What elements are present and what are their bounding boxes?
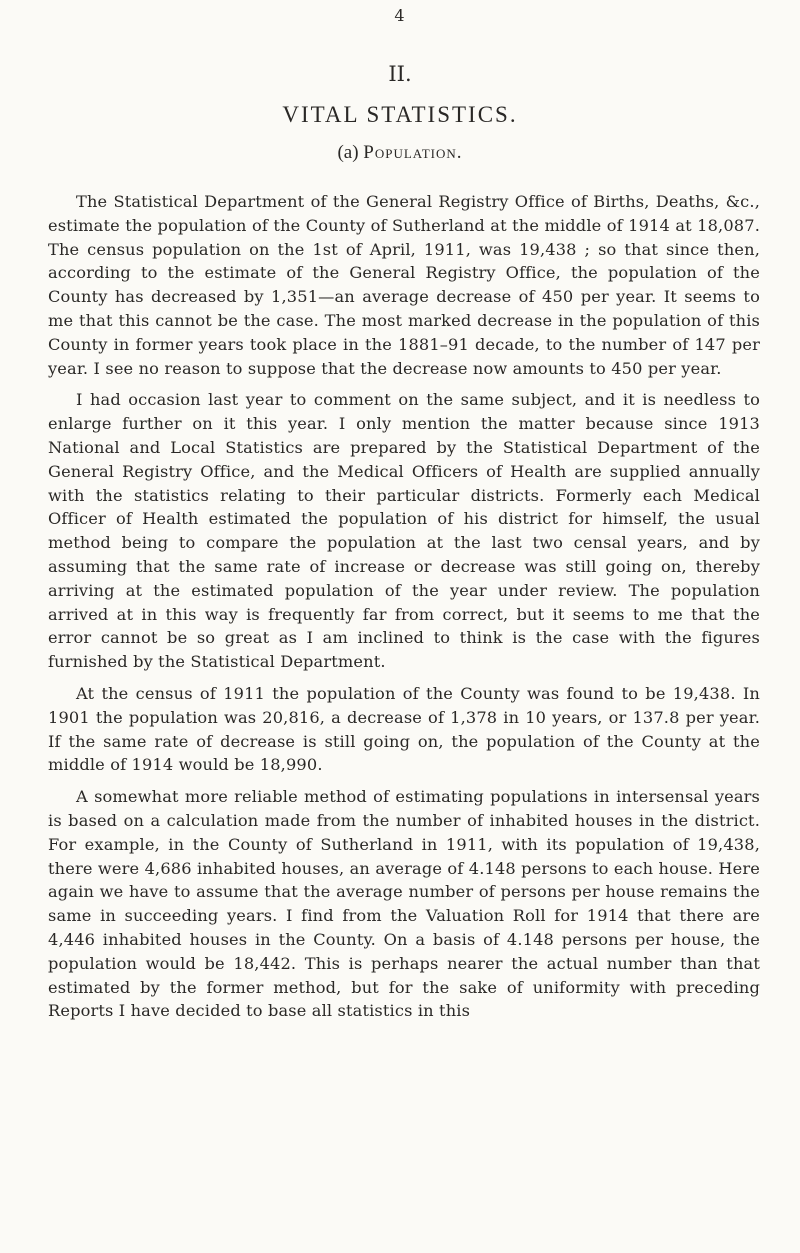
body-text: [48, 190, 760, 1031]
section-number: II.: [388, 62, 412, 86]
subsection-heading: [0, 142, 800, 164]
paragraph-inhabited-houses: A somewhat more reliable method of estimating populations in intersensal years is based on a calculation made from the number of inhabited houses in the district. For example, in the County of Sutherland in 1911, with its population of 19,438, there were 4,686 inhabited houses, an average of 4.148 persons to each house. Here again we have to assume that the average number of persons per house remains the same in succeeding years. I find from the Valuation Roll for 1914 that there are 4,446 inhabited houses in the County. On a basis of 4.148 persons per house, the population would be 18,442. This is perhaps nearer the actual number than that estimated by the former method, but for the sake of uniformity with preceding Reports I have decided to base all statistics in this: [48, 787, 760, 1021]
paragraph-population-estimate: The Statistical Department of the General Registry Office of Births, Deaths, &c., estimate the population of the County of Sutherland at the middle of 1914 at 18,087. The census population on the 1st of April, 1911, was 19,438 ; so that since then, according to the estimate of the General Registry Office, the population of the County has decreased by 1,351—an average decrease of 450 per year. It seems to me that this cannot be the case. The most marked decrease in the population of this County in former years took place in the 1881–91 decade, to the number of 147 per year. I see no reason to suppose that the decrease now amounts to 450 per year.: [48, 192, 760, 378]
page-number: 4: [394, 6, 406, 25]
subsection-label: (a): [337, 142, 359, 163]
paragraph-statistics-method: I had occasion last year to comment on the same subject, and it is needless to enlarge further on it this year. I only mention the matter because since 1913 National and Local Statistics are prepared by the Statistical Department of the General Registry Office, and the Medical Officers of Health are supplied annually with the statistics relating to their particular districts. Formerly each Medical Officer of Health estimated the population of his district for himself, the usual method being to compare the population at the last two censal years, and by assuming that the same rate of increase or decrease was still going on, thereby arriving at the estimated population of the year under review. The population arrived at in this way is frequently far from correct, but it seems to me that the error cannot be so great as I am inclined to think is the case with the figures furnished by the Statistical Department.: [48, 390, 760, 672]
subsection-title: Population.: [363, 142, 463, 163]
paragraph-census-comparison: At the census of 1911 the population of the County was found to be 19,438. In 1901 the population was 20,816, a decrease of 1,378 in 10 years, or 137.8 per year. If the same rate of decrease is still going on, the population of the County at the middle of 1914 would be 18,990.: [48, 683, 760, 775]
section-title: VITAL STATISTICS.: [282, 102, 518, 127]
